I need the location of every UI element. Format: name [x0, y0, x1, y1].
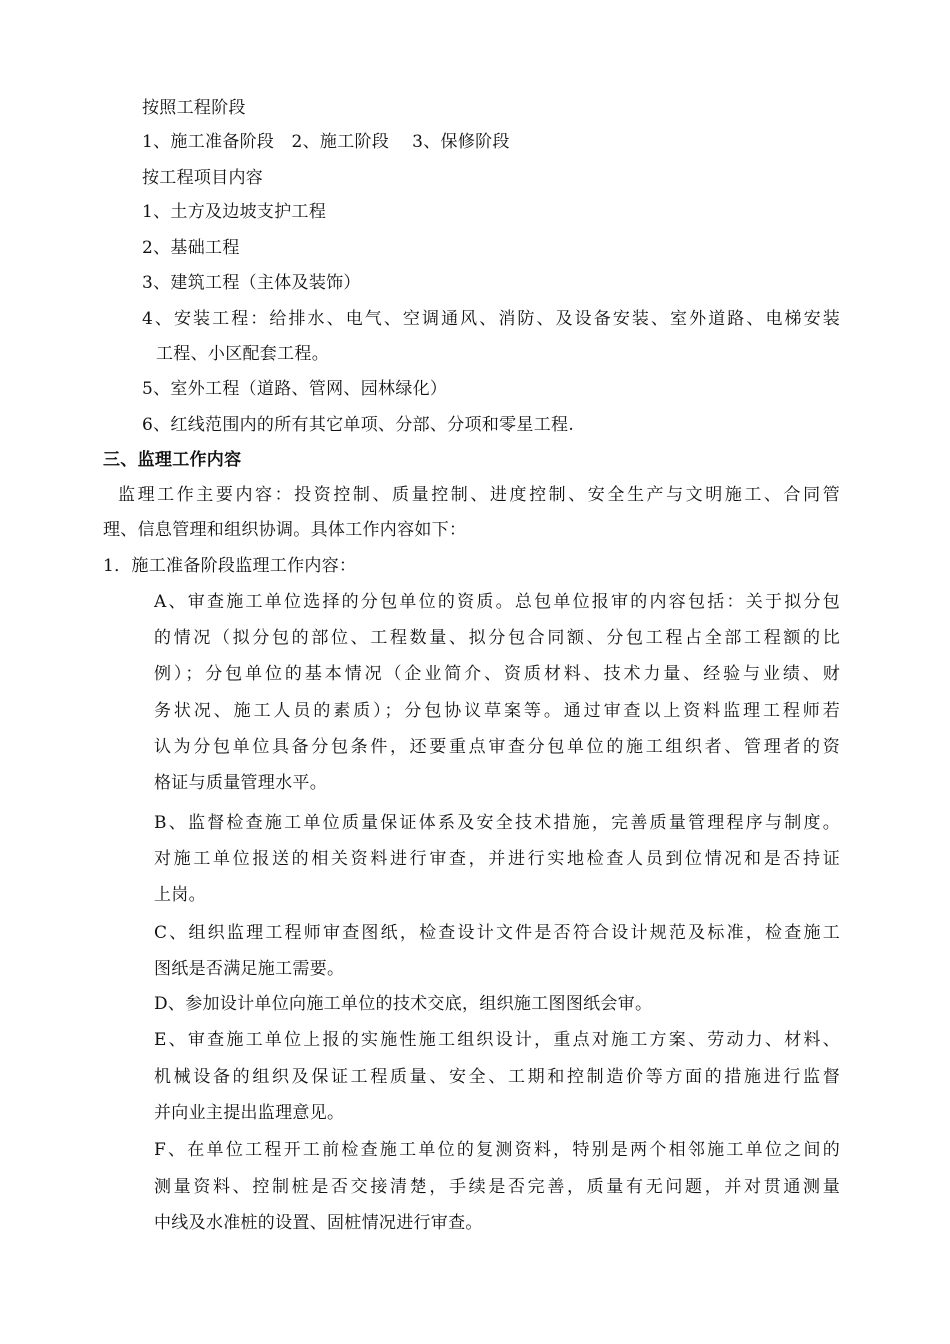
paragraph-e-line: 并向业主提出监理意见。 [154, 1103, 345, 1123]
paragraph-a-line: 例）；分包单位的基本情况（企业简介、资质材料、技术力量、经验与业绩、财 [154, 664, 840, 684]
paragraph-d-line: D、参加设计单位向施工单位的技术交底，组织施工图图纸会审。 [154, 994, 653, 1014]
paragraph-a-line: 格证与质量管理水平。 [154, 773, 327, 793]
paragraph-a-line: A、审查施工单位选择的分包单位的资质。总包单位报审的内容包括：关于拟分包 [154, 592, 840, 612]
list-item: 6、红线范围内的所有其它单项、分部、分项和零星工程. [142, 415, 575, 435]
list-item: 5、室外工程（道路、管网、园林绿化） [142, 379, 448, 399]
section-heading: 三、监理工作内容 [103, 450, 242, 470]
paragraph-a-line: 务状况、施工人员的素质）；分包协议草案等。通过审查以上资料监理工程师若 [154, 701, 840, 721]
paragraph-f-line: 中线及水准桩的设置、固桩情况进行审查。 [154, 1213, 483, 1233]
paragraph-a-line: 认为分包单位具备分包条件，还要重点审查分包单位的施工组织者、管理者的资 [154, 737, 840, 757]
paragraph-b-line: 上岗。 [154, 885, 206, 905]
stage-header: 按照工程阶段 [142, 98, 246, 118]
stage-list: 1、施工准备阶段 2、施工阶段 3、保修阶段 [142, 132, 510, 152]
list-item: 1、土方及边坡支护工程 [142, 202, 327, 222]
paragraph-e-line: 机械设备的组织及保证工程质量、安全、工期和控制造价等方面的措施进行监督 [154, 1067, 840, 1087]
list-item: 2、基础工程 [142, 238, 240, 258]
paragraph-c-line: C、组织监理工程师审查图纸，检查设计文件是否符合设计规范及标准，检查施工 [154, 923, 840, 943]
paragraph-b-line: B、监督检查施工单位质量保证体系及安全技术措施，完善质量管理程序与制度。 [154, 813, 840, 833]
content-header: 按工程项目内容 [142, 168, 264, 188]
list-item-continuation: 工程、小区配套工程。 [156, 344, 329, 364]
paragraph-f-line: F、在单位工程开工前检查施工单位的复测资料，特别是两个相邻施工单位之间的 [154, 1140, 840, 1160]
intro-paragraph-line: 理、信息管理和组织协调。具体工作内容如下： [103, 520, 467, 540]
paragraph-c-line: 图纸是否满足施工需要。 [154, 959, 345, 979]
paragraph-e-line: E、审查施工单位上报的实施性施工组织设计，重点对施工方案、劳动力、材料、 [154, 1030, 840, 1050]
subsection-title: 1．施工准备阶段监理工作内容： [103, 556, 357, 576]
paragraph-b-line: 对施工单位报送的相关资料进行审查，并进行实地检查人员到位情况和是否持证 [154, 849, 840, 869]
paragraph-a-line: 的情况（拟分包的部位、工程数量、拟分包合同额、分包工程占全部工程额的比 [154, 628, 840, 648]
list-item: 3、建筑工程（主体及装饰） [142, 273, 361, 293]
intro-paragraph-line: 监理工作主要内容：投资控制、质量控制、进度控制、安全生产与文明施工、合同管 [118, 485, 840, 505]
list-item: 4、安装工程：给排水、电气、空调通风、消防、及设备安装、室外道路、电梯安装 [142, 309, 840, 329]
paragraph-f-line: 测量资料、控制桩是否交接清楚，手续是否完善，质量有无问题，并对贯通测量 [154, 1177, 840, 1197]
